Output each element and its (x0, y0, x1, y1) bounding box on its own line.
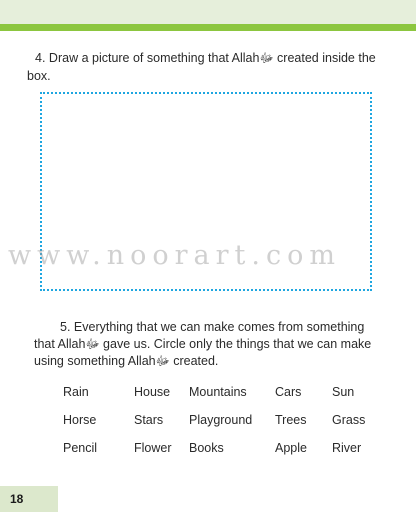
question-5-number: 5. (60, 320, 71, 334)
word-trees[interactable]: Trees (275, 413, 307, 427)
word-sun[interactable]: Sun (332, 385, 355, 399)
word-cars[interactable]: Cars (275, 385, 302, 399)
word-horse[interactable]: Horse (63, 413, 97, 427)
word-rain[interactable]: Rain (63, 385, 89, 399)
word-stars[interactable]: Stars (134, 413, 164, 427)
question-4 (27, 49, 382, 85)
word-river[interactable]: River (332, 441, 362, 455)
word-books[interactable]: Books (189, 441, 224, 455)
word-apple[interactable]: Apple (275, 441, 307, 455)
page-number: 18 (10, 492, 24, 506)
word-grass[interactable]: Grass (332, 413, 366, 427)
question-4-text: Draw a picture of something that Allahﷻ created inside the box. (27, 51, 376, 83)
word-grid (0, 380, 416, 470)
watermark: www.noorart.com (8, 240, 341, 271)
word-house[interactable]: House (134, 385, 171, 399)
word-pencil[interactable]: Pencil (63, 441, 98, 455)
word-mountains[interactable]: Mountains (189, 385, 247, 399)
word-playground[interactable]: Playground (189, 413, 253, 427)
page-number-tab (0, 486, 58, 512)
question-4-number: 4. (35, 51, 46, 65)
header-band-light (0, 0, 416, 24)
word-flower[interactable]: Flower (134, 441, 172, 455)
header-band-accent (0, 24, 416, 31)
question-5 (34, 319, 384, 370)
question-5-text: Everything that we can make comes from something that Allahﷻ gave us. Circle only the things that we can make using something Allahﷻ created. (34, 320, 372, 368)
